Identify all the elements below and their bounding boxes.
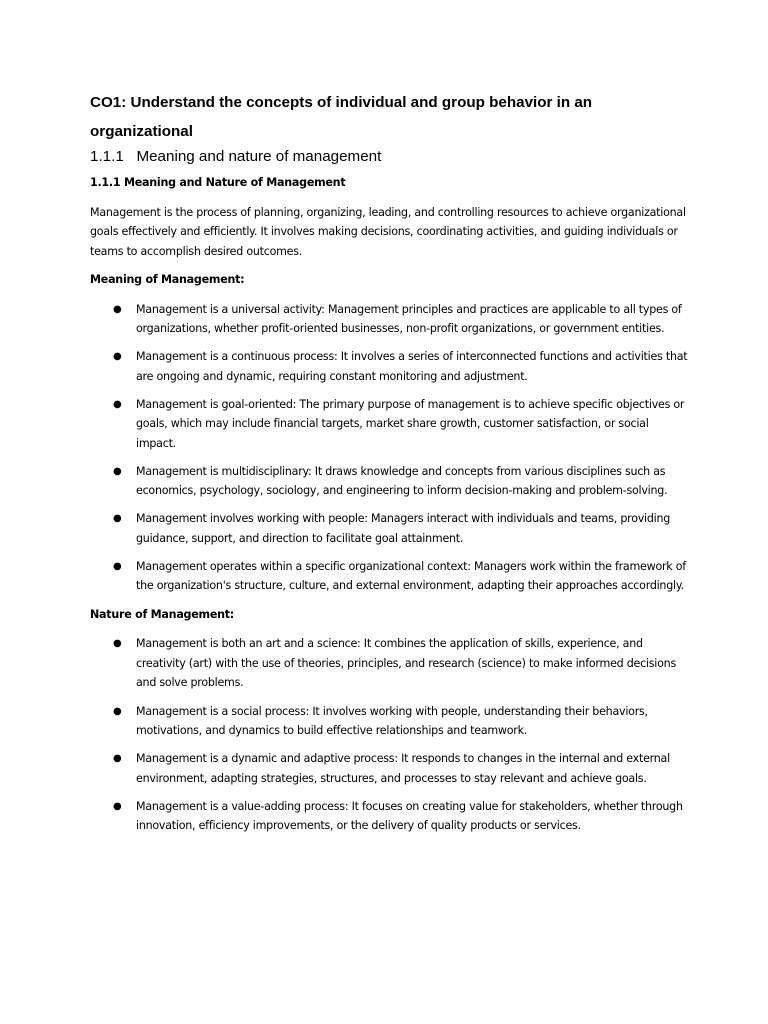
list-item-text: Management is a value-adding process: It focuses on creating value for stakeholders, whether through innovation, efficiency improvements, or the delivery of quality products or services.	[136, 799, 683, 833]
list-item-text: Management is a dynamic and adaptive process: It responds to changes in the internal and external environment, adapting strategies, structures, and processes to stay relevant and achieve goals.	[136, 752, 670, 785]
bullet-icon: ●	[113, 351, 122, 363]
list-item-text: Management is a universal activity: Management principles and practices are applicable to all types of organizations, whether profit-oriented businesses, non-profit organizations, or government entities.	[136, 302, 682, 335]
bullet-icon: ●	[113, 513, 122, 525]
list-item	[90, 634, 690, 693]
list-item-text: Management is multidisciplinary: It draws knowledge and concepts from various disciplines such as economics, psychology, sociology, and engineering to inform decision-making and problem-solving.	[136, 464, 668, 498]
meaning-heading: Meaning of Management:	[90, 273, 245, 286]
list-item	[90, 702, 690, 741]
nature-list	[90, 634, 690, 835]
bullet-icon: ●	[113, 753, 122, 765]
bullet-icon: ●	[113, 800, 122, 812]
bullet-icon: ●	[113, 398, 122, 410]
list-item	[90, 797, 690, 836]
list-item-text: Management operates within a specific organizational context: Managers work within the framework of the organization's structure, culture, and external environment, adapting their approaches accordingly.	[136, 559, 686, 593]
list-item	[90, 347, 690, 386]
nature-heading: Nature of Management:	[90, 607, 234, 621]
list-item-text: Management is a social process: It involves working with people, understanding their behaviors, motivations, and dynamics to build effective relationships and teamwork.	[136, 704, 648, 738]
subheading	[90, 147, 690, 166]
bullet-icon: ●	[113, 560, 122, 572]
document-title: CO1: Understand the concepts of individual and group behavior in an organizational	[90, 94, 593, 140]
list-item	[90, 509, 690, 548]
list-item	[90, 462, 690, 501]
bullet-icon: ●	[113, 303, 122, 315]
list-item-text: Management is goal-oriented: The primary purpose of management is to achieve specific objectives or goals, which may include financial targets, market share growth, customer satisfaction, or social impact.	[136, 397, 685, 450]
list-item-text: Management is a continuous process: It involves a series of interconnected functions and activities that are ongoing and dynamic, requiring constant monitoring and adjustment.	[136, 350, 688, 383]
subheading-text: Meaning and nature of management	[136, 148, 382, 165]
bullet-icon: ●	[113, 465, 122, 477]
subheading-number: 1.1.1	[90, 148, 124, 165]
document-page	[90, 88, 690, 844]
meaning-list	[90, 300, 690, 596]
list-item	[90, 749, 690, 788]
bullet-icon: ●	[113, 638, 122, 650]
section-heading: 1.1.1 Meaning and Nature of Management	[90, 176, 346, 189]
list-item-text: Management involves working with people: Managers interact with individuals and teams, providing guidance, support, and direction to facilitate goal attainment.	[136, 512, 671, 545]
list-item	[90, 557, 690, 596]
bullet-icon: ●	[113, 705, 122, 717]
list-item-text: Management is both an art and a science: It combines the application of skills, experience, and creativity (art) with the use of theories, principles, and research (science) to make informed decisions and solve problems.	[136, 637, 676, 690]
intro-paragraph: Management is the process of planning, organizing, leading, and controlling resources to achieve organizational goals effectively and efficiently. It involves making decisions, coordinating activities, and guiding individuals or teams to accomplish desired outcomes.	[90, 205, 686, 258]
list-item	[90, 395, 690, 454]
list-item	[90, 300, 690, 339]
